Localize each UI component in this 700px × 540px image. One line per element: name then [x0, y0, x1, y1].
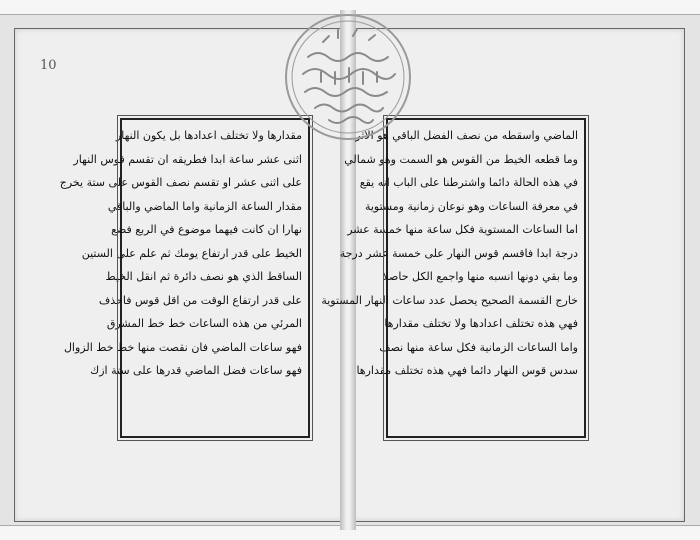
- left-line: فهو ساعات فضل الماضي قدرها على ستة ازك: [90, 364, 302, 377]
- right-line: وما قطعه الخيط من القوس هو السمت وهو شمالي: [344, 152, 578, 166]
- right-line: سدس قوس النهار دائما فهي هذه تختلف مقدارها: [356, 364, 578, 377]
- right-line: في معرفة الساعات وهو نوعان زمانية ومستوية: [364, 199, 578, 213]
- left-text-block: [59, 118, 310, 438]
- left-line: اثنى عشر ساعة ابدا فطريقه ان تقسم قوس النهار: [73, 152, 302, 166]
- right-text-block: [321, 118, 586, 438]
- library-seal-icon: [283, 12, 413, 142]
- right-line: فهي هذه تختلف اعدادها ولا تختلف مقدارها: [384, 317, 578, 330]
- left-line: على قدر ارتفاع الوقت من اقل قوس فاحذف: [98, 293, 302, 307]
- right-line: درجة ابدا فاقسم قوس النهار على خمسة عشر درجة: [339, 246, 578, 260]
- right-line: في هذه الحالة دائما واشترطنا على الباب انه يقع: [359, 176, 578, 189]
- left-line: الساقط الذي هو نصف دائرة ثم انقل الخيط: [105, 270, 302, 283]
- left-line: فهو ساعات الماضي فان نقصت منها خط خط الزوال: [63, 340, 302, 354]
- right-line: وما بقي دونها انسبه منها واجمع الكل حاصلا: [382, 270, 578, 283]
- left-line: على اثنى عشر او تقسم نصف القوس على ستة يخرج: [59, 176, 302, 189]
- left-line: المرئي من هذه الساعات خط خط المشرق: [106, 317, 302, 330]
- folio-number: 10: [40, 58, 57, 73]
- right-line: الماضي واسقطه من نصف الفضل الباقي هو الاثر: [355, 129, 578, 142]
- left-line: مقدارها ولا تختلف اعدادها بل يكون النهار: [115, 129, 302, 142]
- left-line: مقدار الساعة الزمانية واما الماضي والباقي: [107, 199, 302, 213]
- right-line: واما الساعات الزمانية فكل ساعة منها نصف: [379, 340, 578, 354]
- right-line: اما الساعات المستوية فكل ساعة منها خمسة عشر: [347, 223, 578, 236]
- left-line: الخيط على قدر ارتفاع يومك ثم علم على الستين: [81, 246, 302, 260]
- left-line: نهارا ان كانت فيهما موضوع في الربع فضع: [111, 223, 302, 236]
- right-line: خارج القسمة الصحيح يحصل عدد ساعات النهار المستوية: [321, 293, 578, 307]
